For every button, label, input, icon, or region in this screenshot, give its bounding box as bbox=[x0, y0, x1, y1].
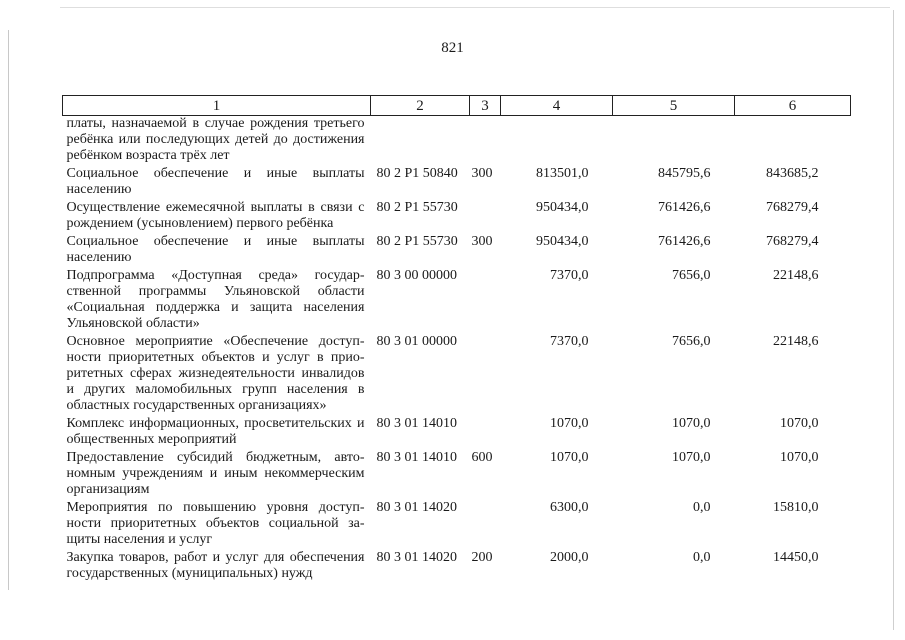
row-value-col4: 950434,0 bbox=[536, 234, 589, 249]
row-code: 80 3 00 00000 bbox=[376, 268, 457, 283]
row-value-col6: 1070,0 bbox=[780, 450, 819, 465]
row-code bbox=[371, 116, 470, 167]
row-name: Закупка товаров, работ и услуг для обеспечения государственных (муниципальных) нужд bbox=[66, 550, 365, 581]
table-row bbox=[63, 166, 851, 200]
row-code: 80 3 01 14020 bbox=[376, 500, 457, 515]
row-code: 80 3 01 14010 bbox=[376, 450, 457, 465]
scan-edge-right bbox=[893, 10, 894, 630]
table-row bbox=[63, 200, 851, 234]
row-name: Комплекс информационных, просветительских и общественных мероприятий bbox=[66, 416, 365, 447]
row-expense-type bbox=[470, 416, 501, 450]
table-row bbox=[63, 500, 851, 550]
column-header: 4 bbox=[501, 96, 613, 116]
table-row bbox=[63, 550, 851, 582]
table-row bbox=[63, 450, 851, 500]
row-code: 80 3 01 14010 bbox=[376, 416, 457, 431]
row-value-col5: 7656,0 bbox=[672, 268, 711, 283]
row-value-col4: 950434,0 bbox=[536, 200, 589, 215]
row-expense-type bbox=[470, 200, 501, 234]
row-value-col6: 22148,6 bbox=[773, 268, 819, 283]
row-expense-type: 300 bbox=[471, 166, 493, 181]
row-name: Осуществление ежемесячной выплаты в связи с рождением (усыновлением) первого ребёнка bbox=[66, 200, 365, 231]
row-expense-type bbox=[470, 268, 501, 334]
table-row bbox=[63, 416, 851, 450]
table-header-row bbox=[63, 96, 851, 116]
row-value-col6: 768279,4 bbox=[766, 200, 819, 215]
row-value-col5: 1070,0 bbox=[672, 450, 711, 465]
row-name: Предоставление субсидий бюджетным, автономным учреждениям и иным некоммерческим организациям bbox=[66, 450, 365, 497]
page-number: 821 bbox=[441, 40, 464, 56]
row-value-col5: 761426,6 bbox=[658, 200, 711, 215]
row-value-col6: 14450,0 bbox=[773, 550, 819, 565]
row-code: 80 2 P1 55730 bbox=[376, 200, 458, 215]
scan-edge-top bbox=[60, 7, 890, 8]
column-header: 1 bbox=[63, 96, 371, 116]
row-value-col6: 843685,2 bbox=[766, 166, 819, 181]
row-value-col4: 7370,0 bbox=[550, 334, 589, 349]
row-code: 80 3 01 00000 bbox=[376, 334, 457, 349]
column-header: 5 bbox=[613, 96, 735, 116]
row-name: Основное мероприятие «Обеспечение доступности приоритетных объектов и услуг в приоритетных сферах жизнедеятельности инвалидов и других маломобильных групп населения в областных государственных организациях» bbox=[66, 334, 365, 413]
row-value-col6: 15810,0 bbox=[773, 500, 819, 515]
row-name: Мероприятия по повышению уровня доступности приоритетных объектов социальной защиты населения и услуг bbox=[66, 500, 365, 547]
row-name: платы, назначаемой в случае рождения третьего ребёнка или последующих детей до достижения ребёнком возраста трёх лет bbox=[66, 116, 365, 163]
row-expense-type: 600 bbox=[471, 450, 493, 465]
column-header: 2 bbox=[371, 96, 470, 116]
row-name: Социальное обеспечение и иные выплаты населению bbox=[66, 166, 365, 197]
row-code: 80 2 P1 50840 bbox=[376, 166, 458, 181]
table-row bbox=[63, 334, 851, 416]
row-value-col6: 1070,0 bbox=[780, 416, 819, 431]
row-expense-type: 300 bbox=[471, 234, 493, 249]
row-value-col5: 1070,0 bbox=[672, 416, 711, 431]
row-value-col4: 813501,0 bbox=[536, 166, 589, 181]
row-value-col5: 0,0 bbox=[693, 500, 711, 515]
scan-edge-left bbox=[8, 30, 9, 590]
row-value-col6: 768279,4 bbox=[766, 234, 819, 249]
row-expense-type bbox=[470, 116, 501, 167]
row-expense-type: 200 bbox=[471, 550, 493, 565]
row-expense-type bbox=[470, 500, 501, 550]
row-expense-type bbox=[470, 334, 501, 416]
table-row bbox=[63, 234, 851, 268]
row-code: 80 3 01 14020 bbox=[376, 550, 457, 565]
row-value-col4: 1070,0 bbox=[550, 450, 589, 465]
row-name: Социальное обеспечение и иные выплаты населению bbox=[66, 234, 365, 265]
row-value-col5: 761426,6 bbox=[658, 234, 711, 249]
row-name: Подпрограмма «Доступная среда» государственной программы Ульяновской области «Социальная поддержка и защита населения Ульяновской области» bbox=[66, 268, 365, 331]
column-header: 3 bbox=[470, 96, 501, 116]
row-value-col5 bbox=[613, 116, 735, 167]
row-value-col4: 2000,0 bbox=[550, 550, 589, 565]
row-value-col4: 1070,0 bbox=[550, 416, 589, 431]
row-value-col5: 0,0 bbox=[693, 550, 711, 565]
row-value-col4: 7370,0 bbox=[550, 268, 589, 283]
budget-table bbox=[62, 95, 851, 582]
table-row bbox=[63, 268, 851, 334]
row-value-col4: 6300,0 bbox=[550, 500, 589, 515]
row-value-col6: 22148,6 bbox=[773, 334, 819, 349]
row-code: 80 2 P1 55730 bbox=[376, 234, 458, 249]
row-value-col6 bbox=[735, 116, 851, 167]
row-value-col5: 845795,6 bbox=[658, 166, 711, 181]
column-header: 6 bbox=[735, 96, 851, 116]
row-value-col4 bbox=[501, 116, 613, 167]
row-value-col5: 7656,0 bbox=[672, 334, 711, 349]
table-row bbox=[63, 116, 851, 167]
